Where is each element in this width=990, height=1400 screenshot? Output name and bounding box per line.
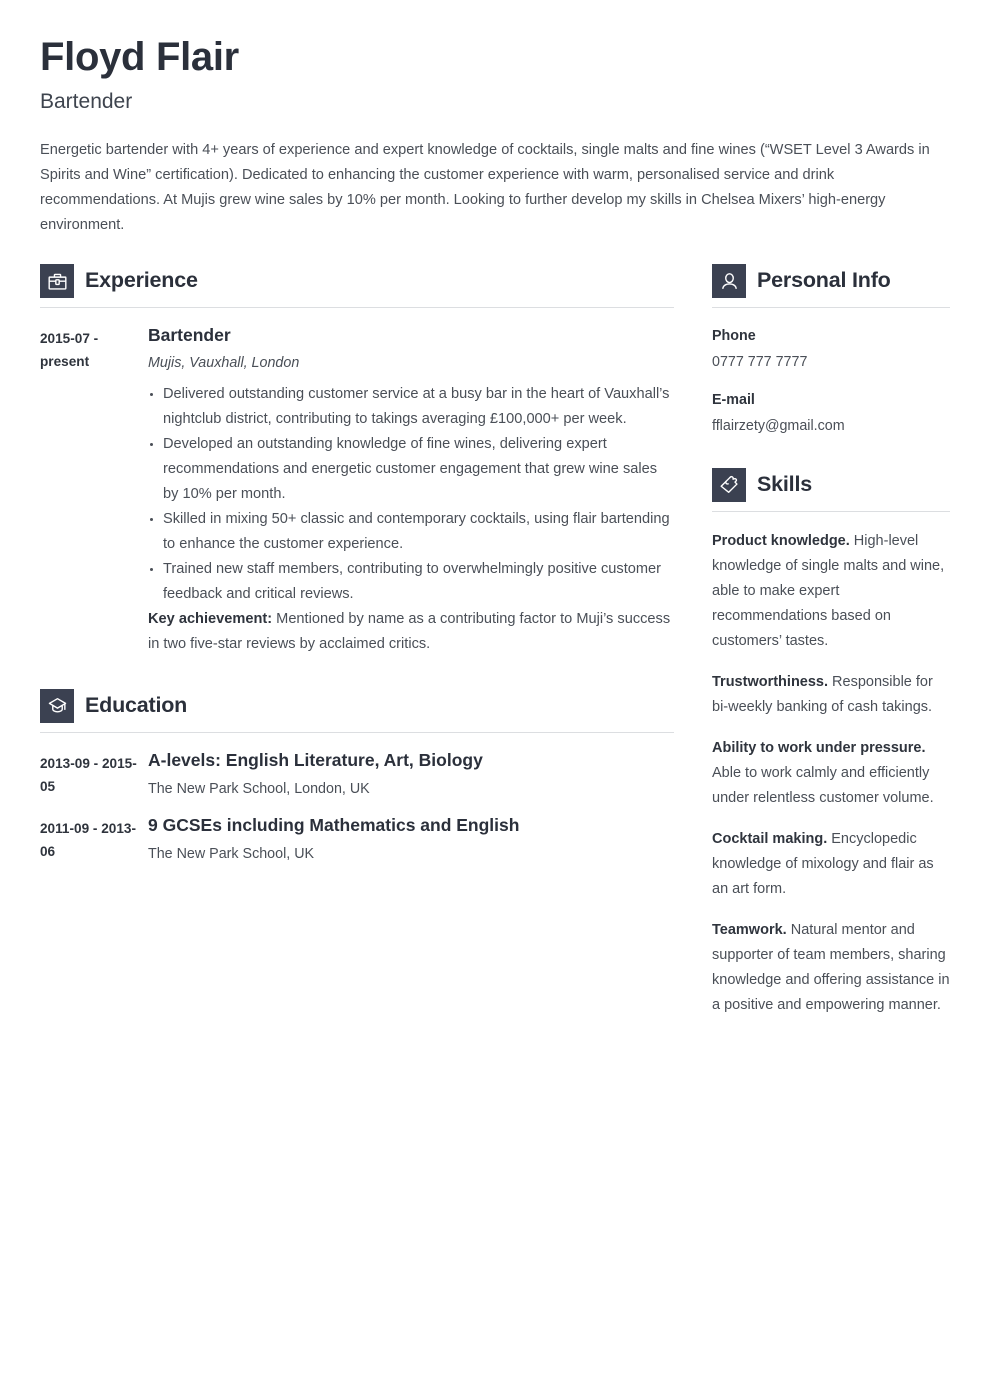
skill-item xyxy=(712,827,950,902)
education-heading: Education xyxy=(85,693,188,718)
graduation-cap-icon xyxy=(40,689,74,723)
key-achievement xyxy=(148,607,674,657)
experience-bullet: Skilled in mixing 50+ classic and contemporary cocktails, using flair bartending to enhance the customer experience. xyxy=(148,507,674,557)
skill-name: Trustworthiness. xyxy=(712,673,829,690)
resume-columns xyxy=(40,264,950,1018)
education-entry-body xyxy=(148,750,674,799)
experience-section-header xyxy=(40,264,674,298)
briefcase-icon xyxy=(40,264,74,298)
professional-summary: Energetic bartender with 4+ years of experience and expert knowledge of cocktails, single malts and fine wines (“WSET Level 3 Awards in Spirits and Wine” certification). Dedicated to enhancing the customer experience with warm, personalised service and drink recommendations. At Mujis grew wine sales by 10% per month. Looking to further develop my skills in Chelsea Mixers’ high-energy environment. xyxy=(40,142,930,234)
sidebar-column xyxy=(712,264,950,1018)
personal-info-section xyxy=(712,264,950,436)
skill-item xyxy=(712,670,950,720)
key-achievement-text: Mentioned by name as a contributing factor to Muji’s success in two five-star reviews by acclaimed critics. xyxy=(148,610,671,652)
skills-section xyxy=(712,468,950,1018)
education-entry xyxy=(40,750,674,799)
education-entry-dates: 2013-09 - 2015-05 xyxy=(40,755,137,794)
personal-info-section-header xyxy=(712,264,950,298)
experience-entry xyxy=(40,325,674,657)
skill-description: Able to work calmly and efficiently under relentless customer volume. xyxy=(712,764,934,806)
skill-item xyxy=(712,529,950,654)
experience-entry-employer: Mujis, Vauxhall, London xyxy=(148,355,300,372)
education-entry-dates: 2011-09 - 2013-06 xyxy=(40,821,136,860)
experience-bullet: Developed an outstanding knowledge of fine wines, delivering expert recommendations and energetic customer engagement that grew wine sales by 10% per month. xyxy=(148,432,674,507)
skill-description: High-level knowledge of single malts and wine, able to make expert recommendations based on customers’ tastes. xyxy=(712,532,945,649)
key-achievement-label: Key achievement: xyxy=(148,610,273,627)
puzzle-piece-icon xyxy=(712,468,746,502)
skill-description: Encyclopedic knowledge of mixology and flair as an art form. xyxy=(712,830,934,897)
email-value[interactable]: fflairzety@gmail.com xyxy=(712,417,845,434)
education-divider xyxy=(40,732,674,733)
skills-divider xyxy=(712,511,950,512)
education-entry-school: The New Park School, London, UK xyxy=(148,780,370,797)
education-entry-body xyxy=(148,815,674,864)
skill-description: Natural mentor and supporter of team members, sharing knowledge and offering assistance in a positive and empowering manner. xyxy=(712,921,950,1013)
person-icon xyxy=(712,264,746,298)
personal-info-divider xyxy=(712,307,950,308)
education-entry xyxy=(40,815,674,864)
skill-name: Teamwork. xyxy=(712,921,787,938)
resume-header xyxy=(40,0,950,238)
skill-description: Responsible for bi-weekly banking of cash takings. xyxy=(712,673,933,715)
skill-item xyxy=(712,918,950,1018)
candidate-name: Floyd Flair xyxy=(40,35,239,79)
skill-name: Cocktail making. xyxy=(712,830,828,847)
phone-value[interactable]: 0777 777 7777 xyxy=(712,353,808,370)
phone-label: Phone xyxy=(712,328,756,345)
experience-section xyxy=(40,264,674,657)
experience-entry-dates: 2015-07 - present xyxy=(40,331,99,370)
education-section-header xyxy=(40,689,674,723)
education-entry-degree: 9 GCSEs including Mathematics and English xyxy=(148,815,520,836)
experience-divider xyxy=(40,307,674,308)
experience-entry-body xyxy=(148,325,674,657)
experience-bullet-list xyxy=(148,382,674,607)
skill-item xyxy=(712,736,950,811)
candidate-job-title: Bartender xyxy=(40,90,133,113)
experience-bullet: Delivered outstanding customer service at a busy bar in the heart of Vauxhall’s nightclub district, contributing to takings averaging £100,000+ per week. xyxy=(148,382,674,432)
experience-heading: Experience xyxy=(85,268,198,293)
main-column xyxy=(40,264,674,864)
experience-entry-role: Bartender xyxy=(148,325,231,346)
education-entry-degree: A-levels: English Literature, Art, Biology xyxy=(148,749,483,770)
skill-name: Ability to work under pressure. xyxy=(712,739,926,756)
education-section xyxy=(40,689,674,864)
skill-name: Product knowledge. xyxy=(712,532,850,549)
experience-bullet: Trained new staff members, contributing to overwhelmingly positive customer feedback and critical reviews. xyxy=(148,557,674,607)
personal-info-heading: Personal Info xyxy=(757,268,891,293)
skills-heading: Skills xyxy=(757,472,812,497)
skills-section-header xyxy=(712,468,950,502)
education-entry-school: The New Park School, UK xyxy=(148,846,315,863)
email-label: E-mail xyxy=(712,392,755,409)
